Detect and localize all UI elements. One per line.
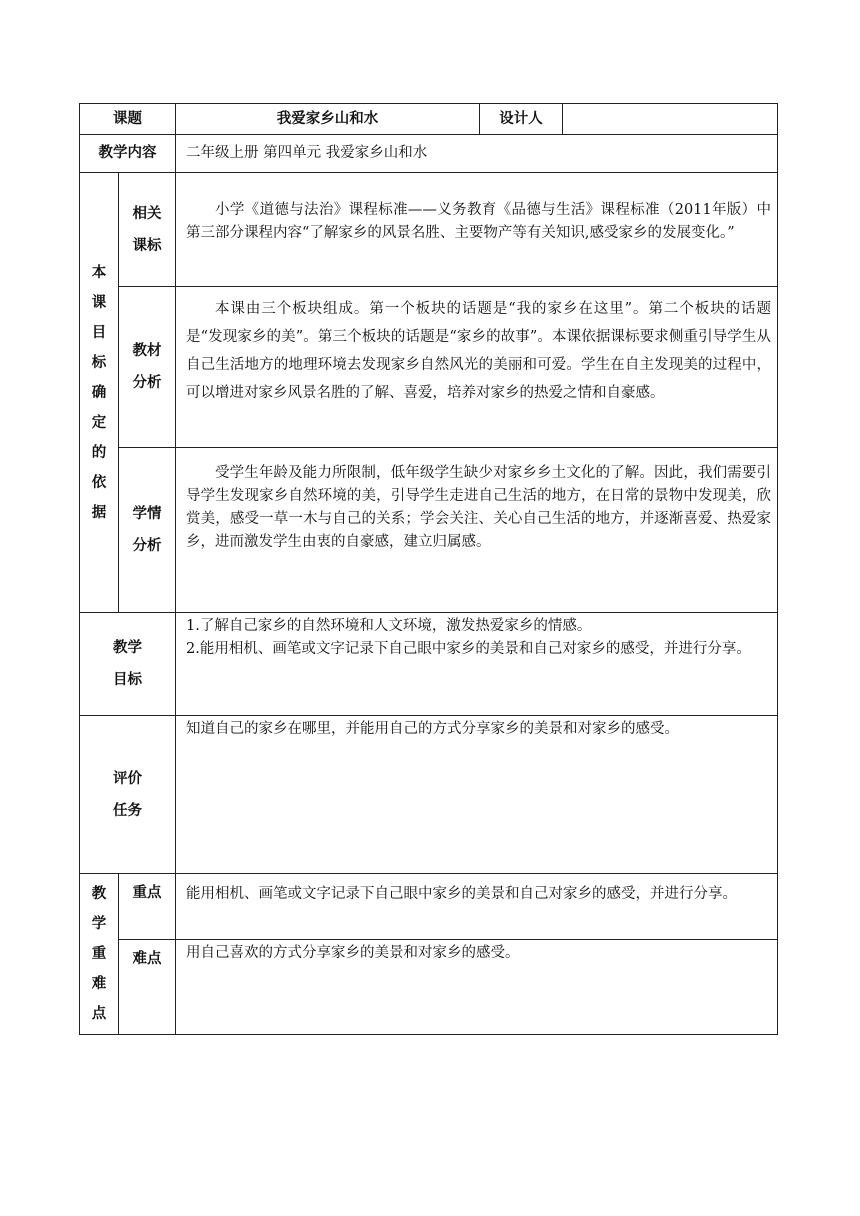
material-label-line2: 分析 (132, 375, 162, 391)
focus-label: 重点 (119, 874, 176, 940)
material-label (119, 287, 176, 448)
content-value: 二年级上册 第四单元 我爱家乡山和水 (176, 135, 778, 173)
goal-item: 2.能用相机、画笔或文字记录下自己眼中家乡的美景和自己对家乡的感受，并进行分享。 (186, 641, 751, 657)
focus-text: 能用相机、画笔或文字记录下自己眼中家乡的美景和自己对家乡的感受，并进行分享。 (176, 874, 778, 940)
focus-row (80, 874, 778, 940)
goals-label-line1: 教学 (113, 640, 142, 656)
standards-text: 小学《道德与法治》课程标准——义务教育《品德与生活》课程标准（2011年版）中第三部分课程内容“了解家乡的风景名胜、主要物产等有关知识,感受家乡的发展变化。” (186, 202, 771, 241)
standards-label-line2: 课标 (132, 237, 162, 254)
content-label: 教学内容 (80, 135, 176, 173)
designer-label: 设计人 (480, 104, 563, 135)
basis-group-label (80, 173, 119, 613)
standards-row (80, 173, 778, 287)
difficulty-label: 难点 (119, 940, 176, 1035)
material-row (80, 287, 778, 448)
key-points-label-char: 教 (91, 886, 107, 902)
standards-label (119, 173, 176, 287)
material-text: 本课由三个板块组成。第一个板块的话题是“我的家乡在这里”。第二个板块的话题是“发现家乡的美”。第三个板块的话题是“家乡的故事”。本课依据课标要求侧重引导学生从自己生活地方的地理环境去发现家乡自然风光的美丽和可爱。学生在自主发现美的过程中，可以增进对家乡风景名胜的了解、喜爱，培养对家乡的热爱之情和自豪感。 (186, 301, 771, 401)
students-text: 受学生年龄及能力所限制，低年级学生缺少对家乡乡土文化的了解。因此，我们需要引导学生发现家乡自然环境的美，引导学生走进自己生活的地方，在日常的景物中发现美，欣赏美，感受一草一木与自己的关系；学会关注、关心自己生活的地方，并逐渐喜爱、热爱家乡，进而激发学生由衷的自豪感，建立归属感。 (186, 465, 771, 550)
evaluation-label-line1: 评价 (113, 770, 142, 787)
goals-label-line2: 目标 (113, 672, 142, 688)
evaluation-label (80, 716, 176, 874)
evaluation-text: 知道自己的家乡在哪里，并能用自己的方式分享家乡的美景和对家乡的感受。 (176, 716, 778, 874)
content-row (80, 135, 778, 173)
evaluation-row (80, 716, 778, 874)
key-points-label-char: 重 (91, 946, 107, 962)
key-points-label-char: 点 (91, 1006, 107, 1022)
key-points-label-char: 难 (91, 976, 107, 992)
students-text-cell (176, 448, 778, 613)
basis-label-char: 目 (91, 324, 107, 341)
basis-label-char: 确 (91, 384, 107, 401)
evaluation-label-line2: 任务 (113, 802, 142, 819)
basis-label-char: 依 (91, 474, 107, 491)
difficulty-row (80, 940, 778, 1035)
topic-label: 课题 (80, 104, 176, 135)
goals-text-cell (176, 613, 778, 716)
students-label-line2: 分析 (132, 538, 162, 554)
key-points-label-char: 学 (91, 916, 107, 932)
basis-label-char: 定 (91, 414, 107, 431)
key-points-group-label (80, 874, 119, 1035)
basis-label-char: 标 (91, 354, 107, 371)
goal-item: 1.了解自己家乡的自然环境和人文环境，激发热爱家乡的情感。 (186, 618, 592, 634)
difficulty-text: 用自己喜欢的方式分享家乡的美景和对家乡的感受。 (176, 940, 778, 1035)
topic-value: 我爱家乡山和水 (176, 104, 480, 135)
students-row (80, 448, 778, 613)
basis-label-char: 本 (91, 264, 107, 281)
basis-label-char: 的 (91, 444, 107, 461)
material-label-line1: 教材 (132, 343, 162, 359)
designer-value (563, 104, 778, 135)
goals-label (80, 613, 176, 716)
standards-label-line1: 相关 (132, 205, 162, 222)
lesson-plan-table (79, 103, 778, 1035)
goals-row (80, 613, 778, 716)
students-label (119, 448, 176, 613)
topic-row (80, 104, 778, 135)
standards-text-cell (176, 173, 778, 287)
basis-label-char: 据 (91, 504, 107, 521)
basis-label-char: 课 (91, 294, 107, 311)
material-text-cell (176, 287, 778, 448)
students-label-line1: 学情 (132, 506, 162, 522)
